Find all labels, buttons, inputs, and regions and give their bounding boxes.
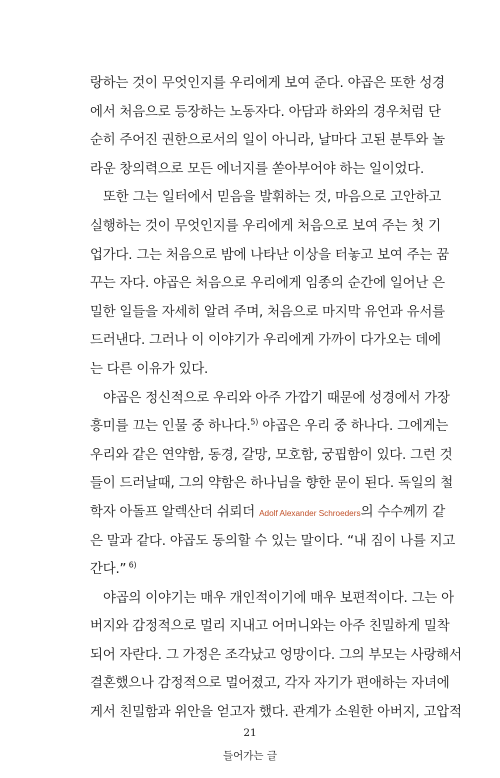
text-line: 드러낸다. 그러나 이 이야기가 우리에게 가까이 다가오는 데에 <box>90 333 441 349</box>
text-line: 랑하는 것이 무엇인지를 우리에게 보여 준다. 야곱은 또한 성경 <box>90 76 445 91</box>
text-line: 들이 드러날때, 그의 약함은 하나님을 향한 문이 된다. 독일의 철 <box>90 476 454 492</box>
text-line: 야곱의 이야기는 매우 개인적이기에 매우 보편적이다. 그는 아 <box>103 590 454 606</box>
text-line: 꾸는 자다. 야곱은 처음으로 우리에게 임종의 순간에 일어난 은 <box>90 276 445 292</box>
text-line: 실행하는 것이 무엇인지를 우리에게 처음으로 보여 주는 첫 기 <box>90 218 441 234</box>
text-segment: 흥미를 끄는 인물 중 하나다. <box>90 419 251 435</box>
text-line <box>90 413 449 442</box>
text-line <box>90 499 446 528</box>
text-line <box>90 556 422 585</box>
footnote-marker: 5) <box>250 417 259 427</box>
text-line: 는 다른 이유가 있다. <box>90 361 209 377</box>
text-line: 결혼했으나 감정적으로 멀어졌고, 각자 자기가 편애하는 자녀에 <box>90 676 450 692</box>
text-line: 업가다. 그는 처음으로 밤에 나타난 이상을 터놓고 보여 주는 꿈 <box>90 247 449 263</box>
text-line: 또한 그는 일터에서 믿음을 발휘하는 것, 마음으로 고안하고 <box>103 190 442 206</box>
text-line: 은 말과 같다. 야곱도 동의할 수 있는 말이다. “내 짐이 나를 지고 <box>90 533 456 549</box>
text-line: 버지와 감정적으로 멀리 지내고 어머니와는 아주 친밀하게 밀착 <box>90 619 450 635</box>
text-line: 게서 친밀함과 위안을 얻고자 했다. 관계가 소원한 아버지, 고압적 <box>90 705 462 721</box>
text-segment: 야곱은 우리 중 하나다. 그에게는 <box>258 419 449 435</box>
original-name-annotation: Adolf Alexander Schroeders <box>259 508 361 518</box>
text-segment: 간다.” <box>90 562 127 578</box>
text-segment: 의 수수께끼 같 <box>360 504 446 520</box>
body-text <box>90 70 462 728</box>
footnote-marker: 6) <box>126 560 137 570</box>
text-line: 밀한 일들을 자세히 알려 주며, 처음으로 마지막 유언과 유서를 <box>90 304 445 320</box>
text-segment: 학자 아돌프 알렉산더 쉬뢰더 <box>90 504 260 520</box>
text-line: 야곱은 정신적으로 우리와 아주 가깝기 때문에 성경에서 가장 <box>103 390 450 406</box>
text-line: 되어 자란다. 그 가정은 조각났고 엉망이다. 그의 부모는 사랑해서 <box>90 647 462 663</box>
text-line: 우리와 같은 연약함, 동경, 갈망, 모호함, 궁핍함이 있다. 그런 것 <box>90 447 453 463</box>
text-line: 에서 처음으로 등장하는 노동자다. 아담과 하와의 경우처럼 단 <box>90 104 441 120</box>
running-footer-section-title: 들어가는 글 <box>222 750 278 762</box>
text-line: 순히 주어진 권한으로서의 일이 아니라, 날마다 고된 분투와 놀 <box>90 133 445 149</box>
page-number: 21 <box>243 727 257 739</box>
text-line: 라운 창의력으로 모든 에너지를 쏟아부어야 하는 일이었다. <box>90 161 425 177</box>
